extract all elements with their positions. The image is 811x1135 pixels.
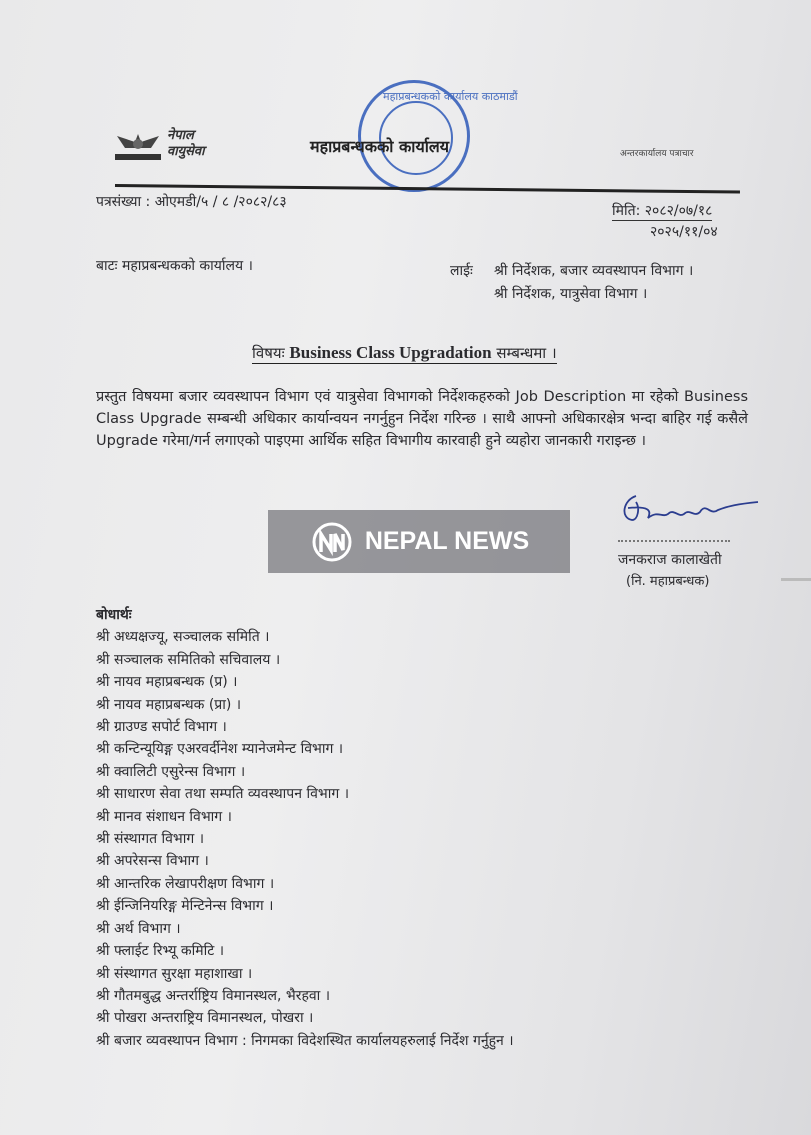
- logo-text-line2: वायुसेवा: [167, 144, 205, 159]
- list-item: श्री सञ्चालक समितिको सचिवालय ।: [96, 651, 281, 668]
- list-item: श्री संस्थागत सुरक्षा महाशाखा ।: [96, 965, 253, 982]
- watermark: [268, 510, 570, 573]
- office-title: महाप्रबन्धकको कार्यालय: [310, 137, 449, 156]
- list-item: श्री ग्राउण्ड सपोर्ट विभाग ।: [96, 719, 227, 736]
- signatory-title: (नि. महाप्रबन्धक): [626, 574, 710, 589]
- list-item: श्री ईन्जिनियरिङ्ग मेन्टिनेन्स विभाग ।: [96, 898, 274, 915]
- from-line: बाटः महाप्रबन्धकको कार्यालय ।: [96, 258, 253, 274]
- list-item: श्री अध्यक्षज्यू, सञ्चालक समिति ।: [96, 629, 270, 646]
- list-item: श्री आन्तरिक लेखापरीक्षण विभाग ।: [96, 875, 275, 892]
- list-item: श्री पोखरा अन्तराष्ट्रिय विमानस्थल, पोखरा ।: [96, 1010, 314, 1027]
- subject-english: Business Class Upgradation: [289, 343, 492, 362]
- signatory-name: जनकराज कालाखेती: [618, 552, 722, 568]
- interoffice-label: अन्तरकार्यालय पत्राचार: [620, 149, 694, 159]
- cc-list: [96, 604, 514, 1052]
- cc-heading: बोधार्थः: [96, 607, 132, 623]
- list-item: श्री अपरेसन्स विभाग ।: [96, 853, 209, 870]
- list-item: श्री नायव महाप्रबन्धक (प्रा) ।: [96, 696, 242, 713]
- to-line-1: श्री निर्देशक, बजार व्यवस्थापन विभाग ।: [494, 263, 694, 279]
- subject-line: [252, 343, 557, 364]
- watermark-text: NEPAL NEWS: [364, 527, 530, 555]
- list-item: श्री क्वालिटी एसुरेन्स विभाग ।: [96, 763, 246, 780]
- reference-number: पत्रसंख्या : ओएमडी/५ / ८ /२०८२/८३: [96, 194, 287, 210]
- list-item: श्री फ्लाईट रिभ्यू कमिटि ।: [96, 943, 225, 960]
- list-item: श्री संस्थागत विभाग ।: [96, 831, 205, 848]
- list-item: श्री गौतमबुद्ध अन्तर्राष्ट्रिय विमानस्थल, भैरहवा ।: [96, 987, 331, 1004]
- airline-wings-icon: [115, 130, 161, 164]
- subject-prefix: विषयः: [252, 344, 285, 362]
- list-item: श्री अर्थ विभाग ।: [96, 920, 181, 937]
- list-item: श्री मानव संशाधन विभाग ।: [96, 808, 232, 825]
- signature: [618, 488, 768, 533]
- stamp-text: महाप्रबन्धकको कार्यालय काठमाडौं: [383, 90, 518, 103]
- list-item: श्री नायव महाप्रबन्धक (प्र) ।: [96, 674, 238, 691]
- news-logo-icon: [309, 522, 355, 562]
- nepal-airlines-logo: [115, 128, 233, 168]
- date-bs: मिति: २०८२/०७/१८: [612, 203, 713, 219]
- list-item: श्री कन्टिन्यूयिङ्ग एअरवर्दीनेश म्यानेजमेन्ट विभाग ।: [96, 741, 344, 758]
- paper-edge: [781, 578, 811, 581]
- to-line-2: श्री निर्देशक, यात्रुसेवा विभाग ।: [494, 286, 648, 302]
- letter-body: प्रस्तुत विषयमा बजार व्यवस्थापन विभाग एवं यात्रुसेवा विभागको निर्देशकहरुको Job Description मा रहेको Business Class Upgrade सम्बन्धी अधिकार कार्यान्वयन नगर्नुहुन निर्देश गरिन्छ । साथै आफ्नो अधिकारक्षेत्र भन्दा बाहिर गई कसैले Upgrade गरेमा/गर्न लगाएको पाइएमा आर्थिक सहित विभागीय कारवाही हुने व्यहोरा जानकारी गराइन्छ ।: [96, 389, 748, 449]
- subject-suffix: सम्बन्धमा ।: [496, 344, 557, 362]
- date-ad: २०२५/११/०४: [650, 224, 718, 240]
- list-item: श्री साधारण सेवा तथा सम्पति व्यवस्थापन विभाग ।: [96, 786, 349, 803]
- logo-text-line1: नेपाल: [167, 128, 194, 143]
- to-prefix: लाईः: [450, 263, 473, 279]
- list-item: श्री बजार व्यवस्थापन विभाग : निगमका विदेशस्थित कार्यालयहरुलाई निर्देश गर्नुहुन ।: [96, 1032, 514, 1049]
- signature-line: [618, 540, 730, 542]
